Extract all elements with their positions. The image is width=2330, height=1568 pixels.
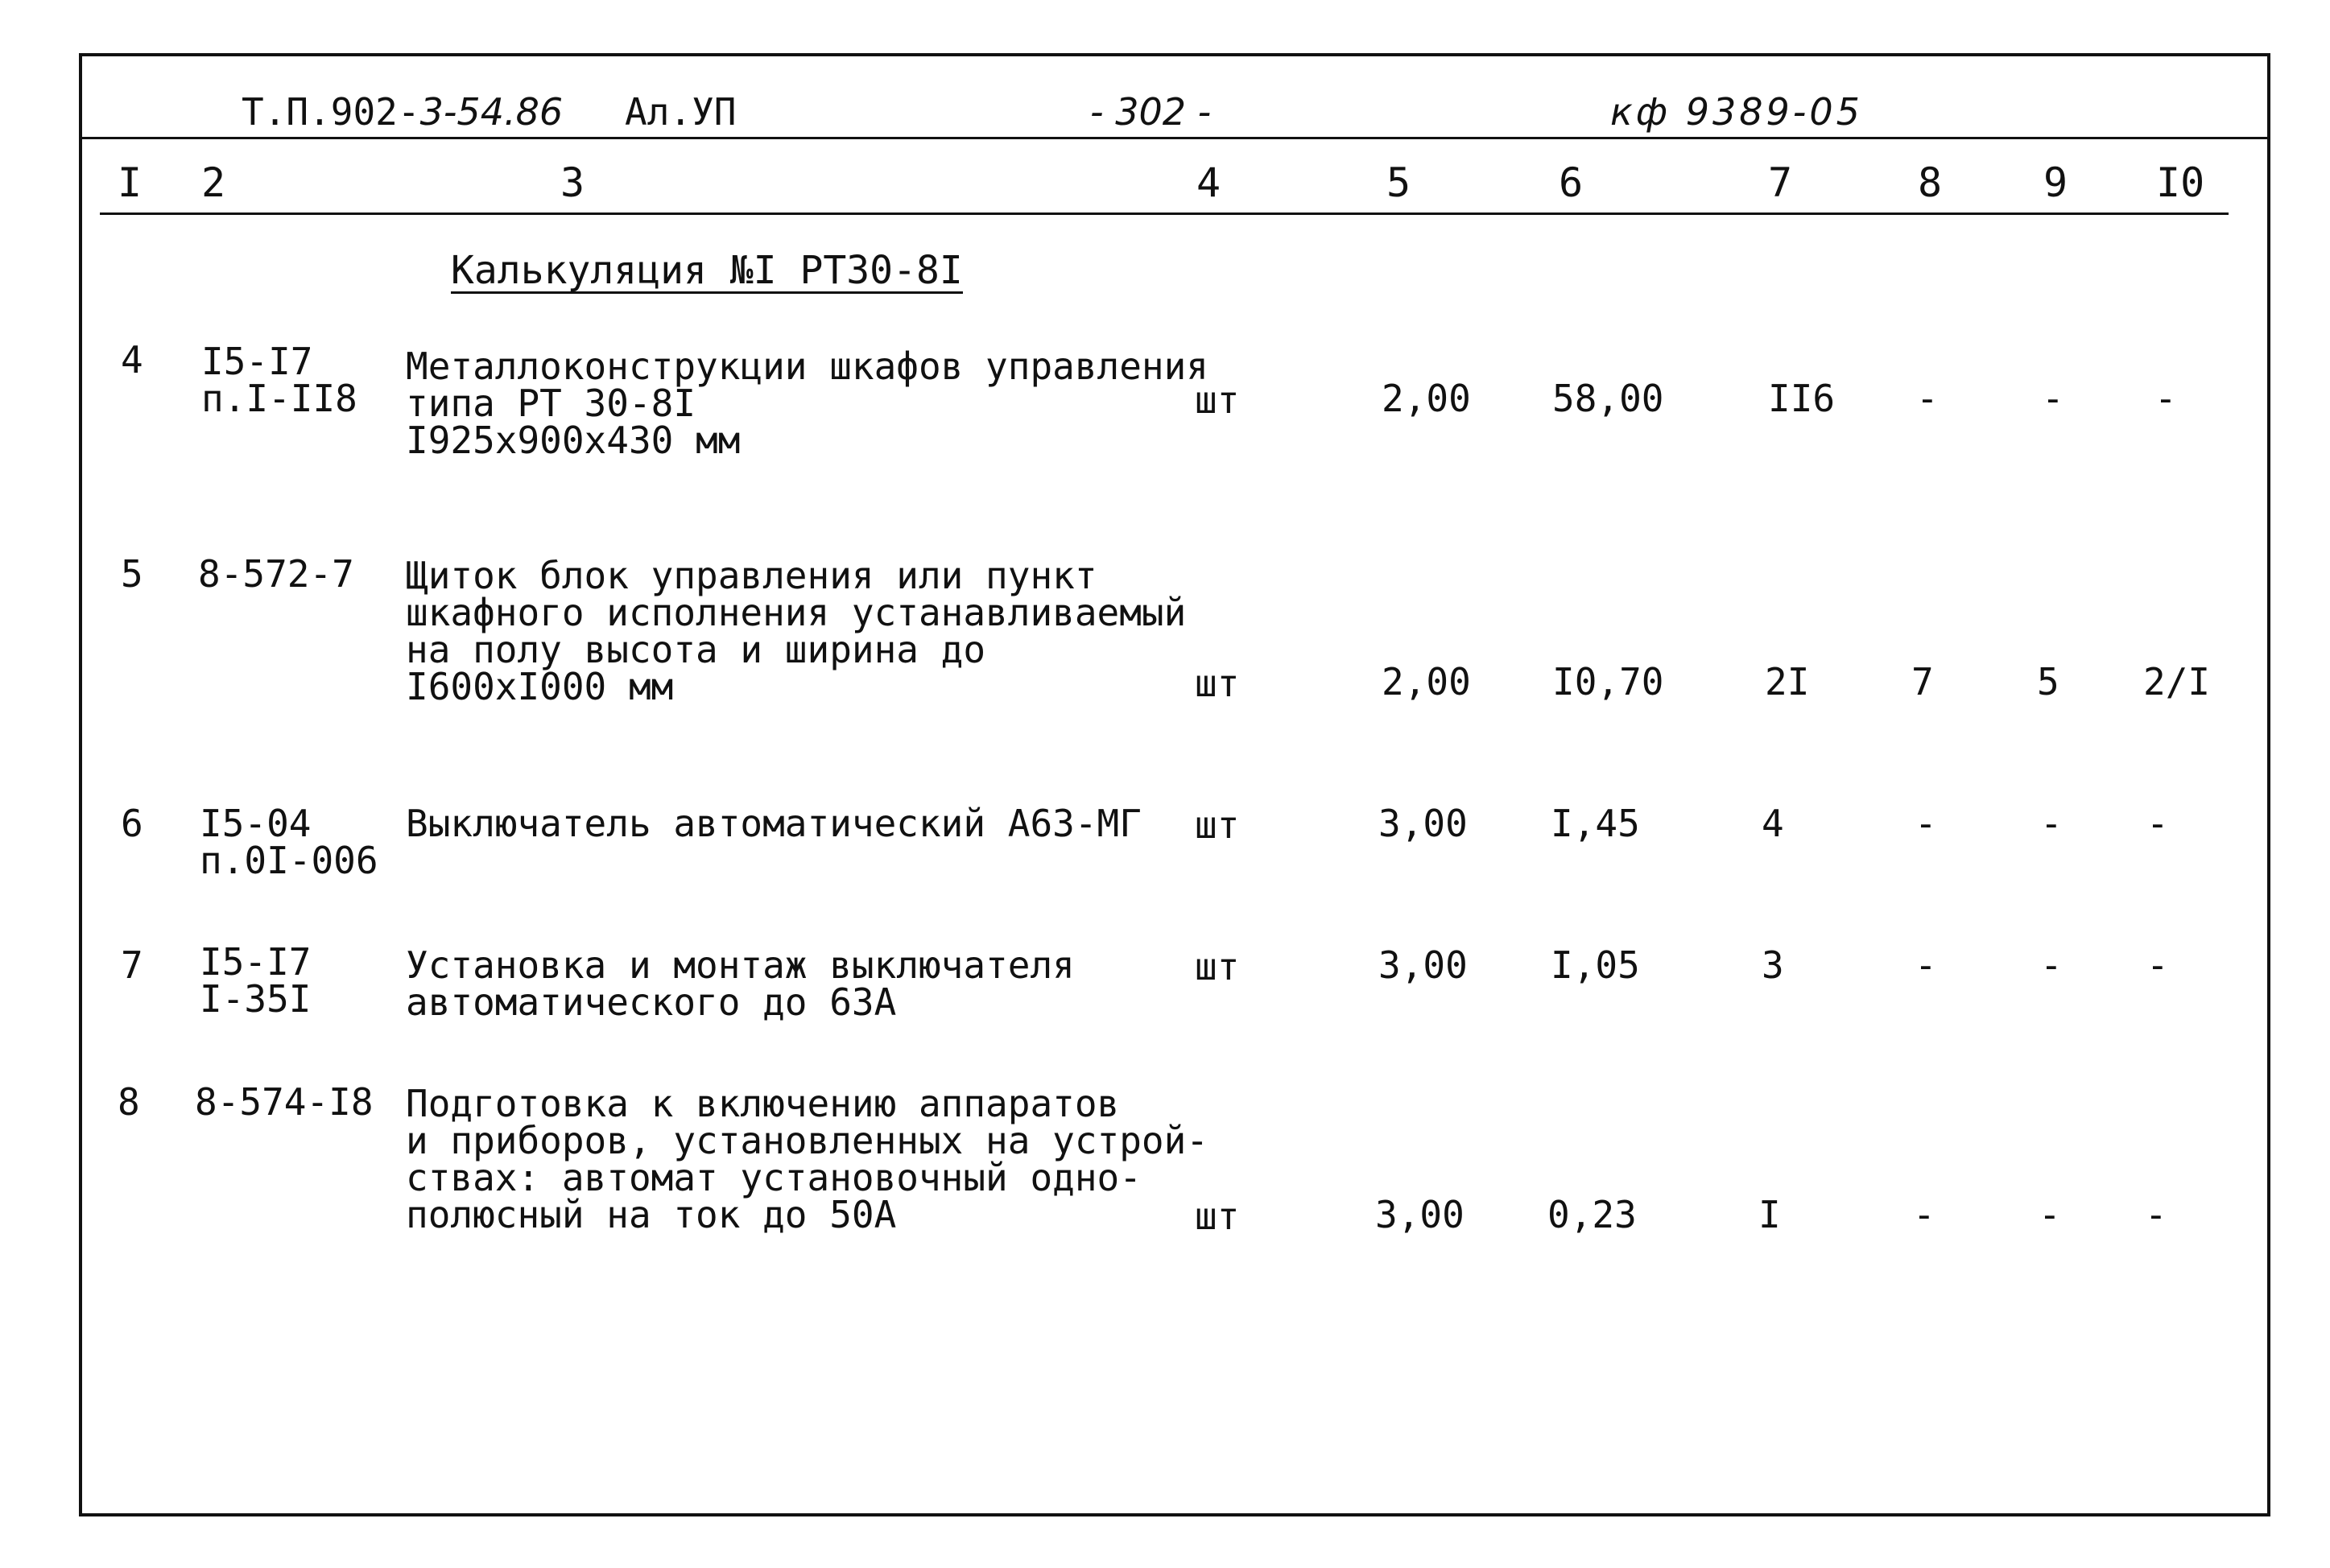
row-7-unit: шт	[1195, 945, 1240, 988]
row-8-rate: 0,23	[1547, 1193, 1637, 1236]
row-6-code: I5-04 п.0I-006	[200, 802, 378, 882]
row-4-rate: 58,00	[1552, 377, 1664, 420]
col-header-9: 9	[2043, 159, 2068, 206]
row-8-description: Подготовка к включению аппаратов и приборов, установленных на устрой- ствах: автомат установочный одно- полюсный на ток до 50А	[406, 1082, 1208, 1236]
row-7-rate: I,05	[1551, 943, 1640, 987]
calculation-title: Калькуляция №I РТ30-8I	[451, 248, 963, 293]
row-7-col9: -	[2040, 943, 2063, 987]
doc-ref-printed: Т.П.902-	[242, 90, 420, 134]
row-6-col9: -	[2040, 802, 2063, 845]
col-header-1: I	[118, 159, 143, 206]
doc-ref	[242, 90, 564, 134]
col-header-6: 6	[1559, 159, 1584, 206]
row-8-unit: шт	[1195, 1195, 1240, 1238]
col-header-3: 3	[560, 159, 585, 206]
row-6-col10: -	[2146, 802, 2169, 845]
row-5-number: 5	[121, 552, 143, 596]
row-8-col8: -	[1913, 1193, 1935, 1236]
row-6-unit: шт	[1195, 803, 1240, 847]
row-8-quantity: 3,00	[1375, 1193, 1465, 1236]
column-header-divider	[100, 213, 2229, 215]
row-8-total: I	[1758, 1193, 1781, 1236]
doc-ref-handwritten: 3-54.86	[419, 90, 564, 134]
row-4-quantity: 2,00	[1382, 377, 1471, 420]
col-header-5: 5	[1386, 159, 1411, 206]
row-4-col10: -	[2154, 377, 2177, 420]
row-4-total: II6	[1768, 377, 1836, 420]
page-number: - 302 -	[1090, 90, 1212, 134]
row-5-quantity: 2,00	[1382, 660, 1471, 704]
row-8-col9: -	[2039, 1193, 2061, 1236]
row-5-unit: шт	[1195, 662, 1240, 705]
album-label: Ал.УП	[625, 90, 737, 134]
row-8-code: 8-574-I8	[195, 1080, 374, 1124]
row-5-description: Щиток блок управления или пункт шкафного исполнения устанавливаемый на полу высота и ширина до I600xI000 мм	[406, 554, 1187, 708]
row-7-quantity: 3,00	[1378, 943, 1468, 987]
row-7-code: I5-I7 I-35I	[200, 940, 312, 1021]
row-5-code: 8-572-7	[198, 552, 354, 596]
row-8-number: 8	[118, 1080, 140, 1124]
header-divider	[79, 137, 2270, 139]
row-4-number: 4	[121, 338, 143, 382]
page-frame	[79, 53, 2270, 1516]
row-8-col10: -	[2145, 1193, 2167, 1236]
row-6-quantity: 3,00	[1378, 802, 1468, 845]
row-7-number: 7	[121, 943, 143, 987]
row-7-total: 3	[1762, 943, 1784, 987]
row-5-total: 2I	[1765, 660, 1810, 704]
row-6-total: 4	[1762, 802, 1784, 845]
col-header-10: I0	[2156, 159, 2205, 206]
row-7-col10: -	[2146, 943, 2169, 987]
row-4-description: Металлоконструкции шкафов управления типа РТ 30-8I I925x900x430 мм	[406, 345, 1208, 462]
row-5-col8: 7	[1911, 660, 1934, 704]
row-6-number: 6	[121, 802, 143, 845]
row-6-description: Выключатель автоматический А63-МГ	[406, 802, 1142, 845]
row-4-col9: -	[2042, 377, 2064, 420]
row-6-col8: -	[1915, 802, 1937, 845]
row-4-col8: -	[1916, 377, 1939, 420]
row-5-col9: 5	[2037, 660, 2059, 704]
row-4-code: I5-I7 п.I-II8	[201, 340, 357, 420]
col-header-7: 7	[1768, 159, 1793, 206]
row-5-rate: I0,70	[1552, 660, 1664, 704]
col-header-8: 8	[1918, 159, 1943, 206]
col-header-2: 2	[201, 159, 226, 206]
row-4-unit: шт	[1195, 378, 1240, 422]
row-5-col10: 2/I	[2143, 660, 2211, 704]
row-7-col8: -	[1915, 943, 1937, 987]
col-header-4: 4	[1196, 159, 1221, 206]
row-7-description: Установка и монтаж выключателя автоматического до 63А	[406, 943, 1075, 1024]
row-6-rate: I,45	[1551, 802, 1640, 845]
archive-stamp: кф 9389-05	[1610, 90, 1863, 134]
